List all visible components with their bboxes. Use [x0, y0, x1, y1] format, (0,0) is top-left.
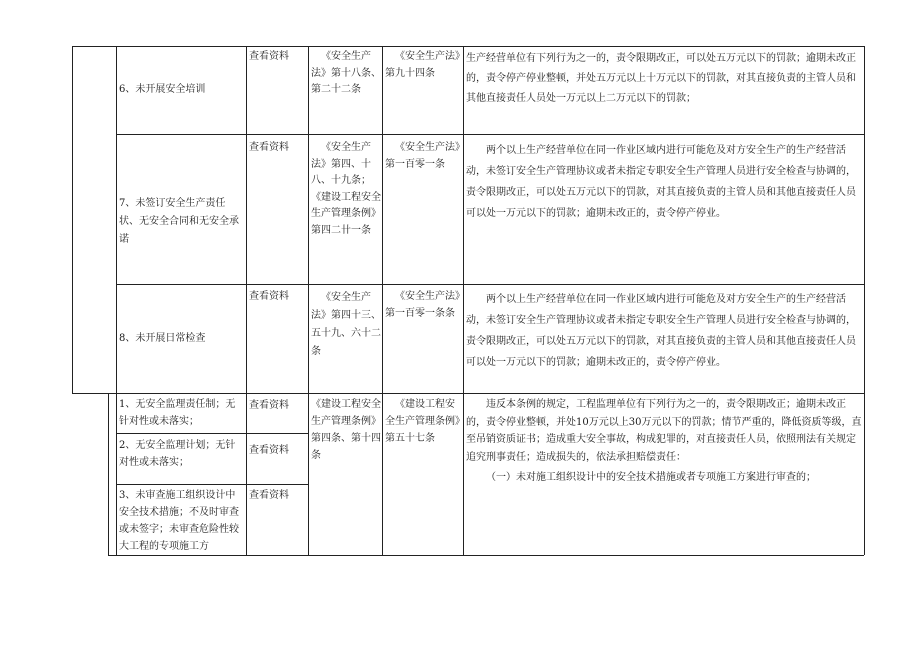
- row-divider: [72, 393, 864, 394]
- group-row-divider: [116, 484, 308, 485]
- column-divider: [308, 46, 309, 555]
- supervision-method-1: 查看资料: [249, 400, 289, 411]
- supervision-penalty-text: 违反本条例的规定，工程监理单位有下列行为之一的，责令限期改正；逾期未改正的，责令停业整顿，并处10万元以上30万元以下的罚款；情节严重的，降低资质等级，直至吊销资质证书；造成重大安全事故，构成犯罪的，对直接责任人员，依照刑法有关规定追究刑事责任；造成损失的，依法承担赔偿责任：: [466, 399, 862, 463]
- row-divider: [116, 134, 864, 135]
- group-row-divider: [116, 433, 308, 434]
- penalty-basis-6: 《安全生产法》第九十四条: [385, 51, 460, 79]
- column-divider: [116, 46, 117, 555]
- penalty-basis-7: 《安全生产法》第一百零一条: [385, 142, 460, 170]
- table-border-right: [864, 46, 865, 555]
- check-item-7: 7、未签订安全生产责任状、无安全合同和无安全承诺: [119, 198, 239, 245]
- supervision-penalty-basis: 《建设工程安全生产管理条例》第五十七条: [385, 399, 460, 444]
- table-border-left-lower: [108, 393, 109, 555]
- table-border-top: [72, 46, 864, 47]
- penalty-text-7: 两个以上生产经营单位在同一作业区域内进行可能危及对方安全生产的生产经营活动，未签订安全生产管理协议或者未指定专职安全生产管理人员进行安全检查与协调的，责令限期改正，可以处五万元以下的罚款，对其直接负责的主管人员和其他直接责任人员可以处一万元以下的罚款；逾期未改正的，责令停产停业。: [466, 145, 856, 219]
- supervision-method-2: 查看资料: [249, 445, 289, 456]
- table-border-bottom: [108, 555, 864, 556]
- penalty-text-8: 两个以上生产经营单位在同一作业区域内进行可能危及对方安全生产的生产经营活动，未签订安全生产管理协议或者未指定专职安全生产管理人员进行安全检查与协调的，责令限期改正，可以处五万元以下的罚款，对其直接负责的主管人员和其他直接责任人员可以处一万元以下的罚款；逾期未改正的，责令停产停业。: [466, 294, 856, 368]
- penalty-text-6: 生产经营单位有下列行为之一的，责令限期改正，可以处五万元以下的罚款；逾期未改正的，责令停产停业整顿，并处五万元以上十万元以下的罚款，对其直接负责的主管人员和其他直接责任人员处一万元以上二万元以下的罚款；: [466, 53, 856, 104]
- check-method-8: 查看资料: [249, 291, 289, 302]
- supervision-penalty-item-1: （一）未对施工组织设计中的安全技术措施或者专项施工方案进行审查的；: [486, 472, 816, 483]
- supervision-legal-basis: 《建设工程安全生产管理条例》第四条、第十四条: [311, 399, 381, 461]
- penalty-basis-8: 《安全生产法》第一百零一条条: [385, 291, 460, 319]
- legal-basis-6: 《安全生产法》第十八条、第二十二条: [311, 51, 381, 95]
- legal-basis-8: 《安全生产法》第四十三、五十九、六十二条: [311, 292, 381, 357]
- check-item-8: 8、未开展日常检查: [119, 333, 206, 344]
- supervision-item-3: 3、未审查施工组织设计中安全技术措施；不及时审查或未签字；未审查危险性较大工程的专项施工方: [119, 490, 239, 552]
- supervision-method-3: 查看资料: [249, 490, 289, 501]
- column-divider: [463, 46, 464, 555]
- check-method-7: 查看资料: [249, 142, 289, 153]
- row-divider: [116, 284, 864, 285]
- column-divider: [382, 46, 383, 555]
- legal-basis-7: 《安全生产法》第四、十八、十九条；《建设工程安全生产管理条例》第四二卄一条: [311, 142, 381, 236]
- supervision-item-1: 1、无安全监理责任制；无针对性或未落实；: [119, 399, 236, 427]
- table-border-left: [72, 46, 73, 393]
- supervision-item-2: 2、无安全监理计划；无针对性或未落实；: [119, 440, 236, 468]
- column-divider: [246, 46, 247, 555]
- check-item-6: 6、未开展安全培训: [119, 84, 206, 95]
- check-method-6: 查看资料: [249, 51, 289, 62]
